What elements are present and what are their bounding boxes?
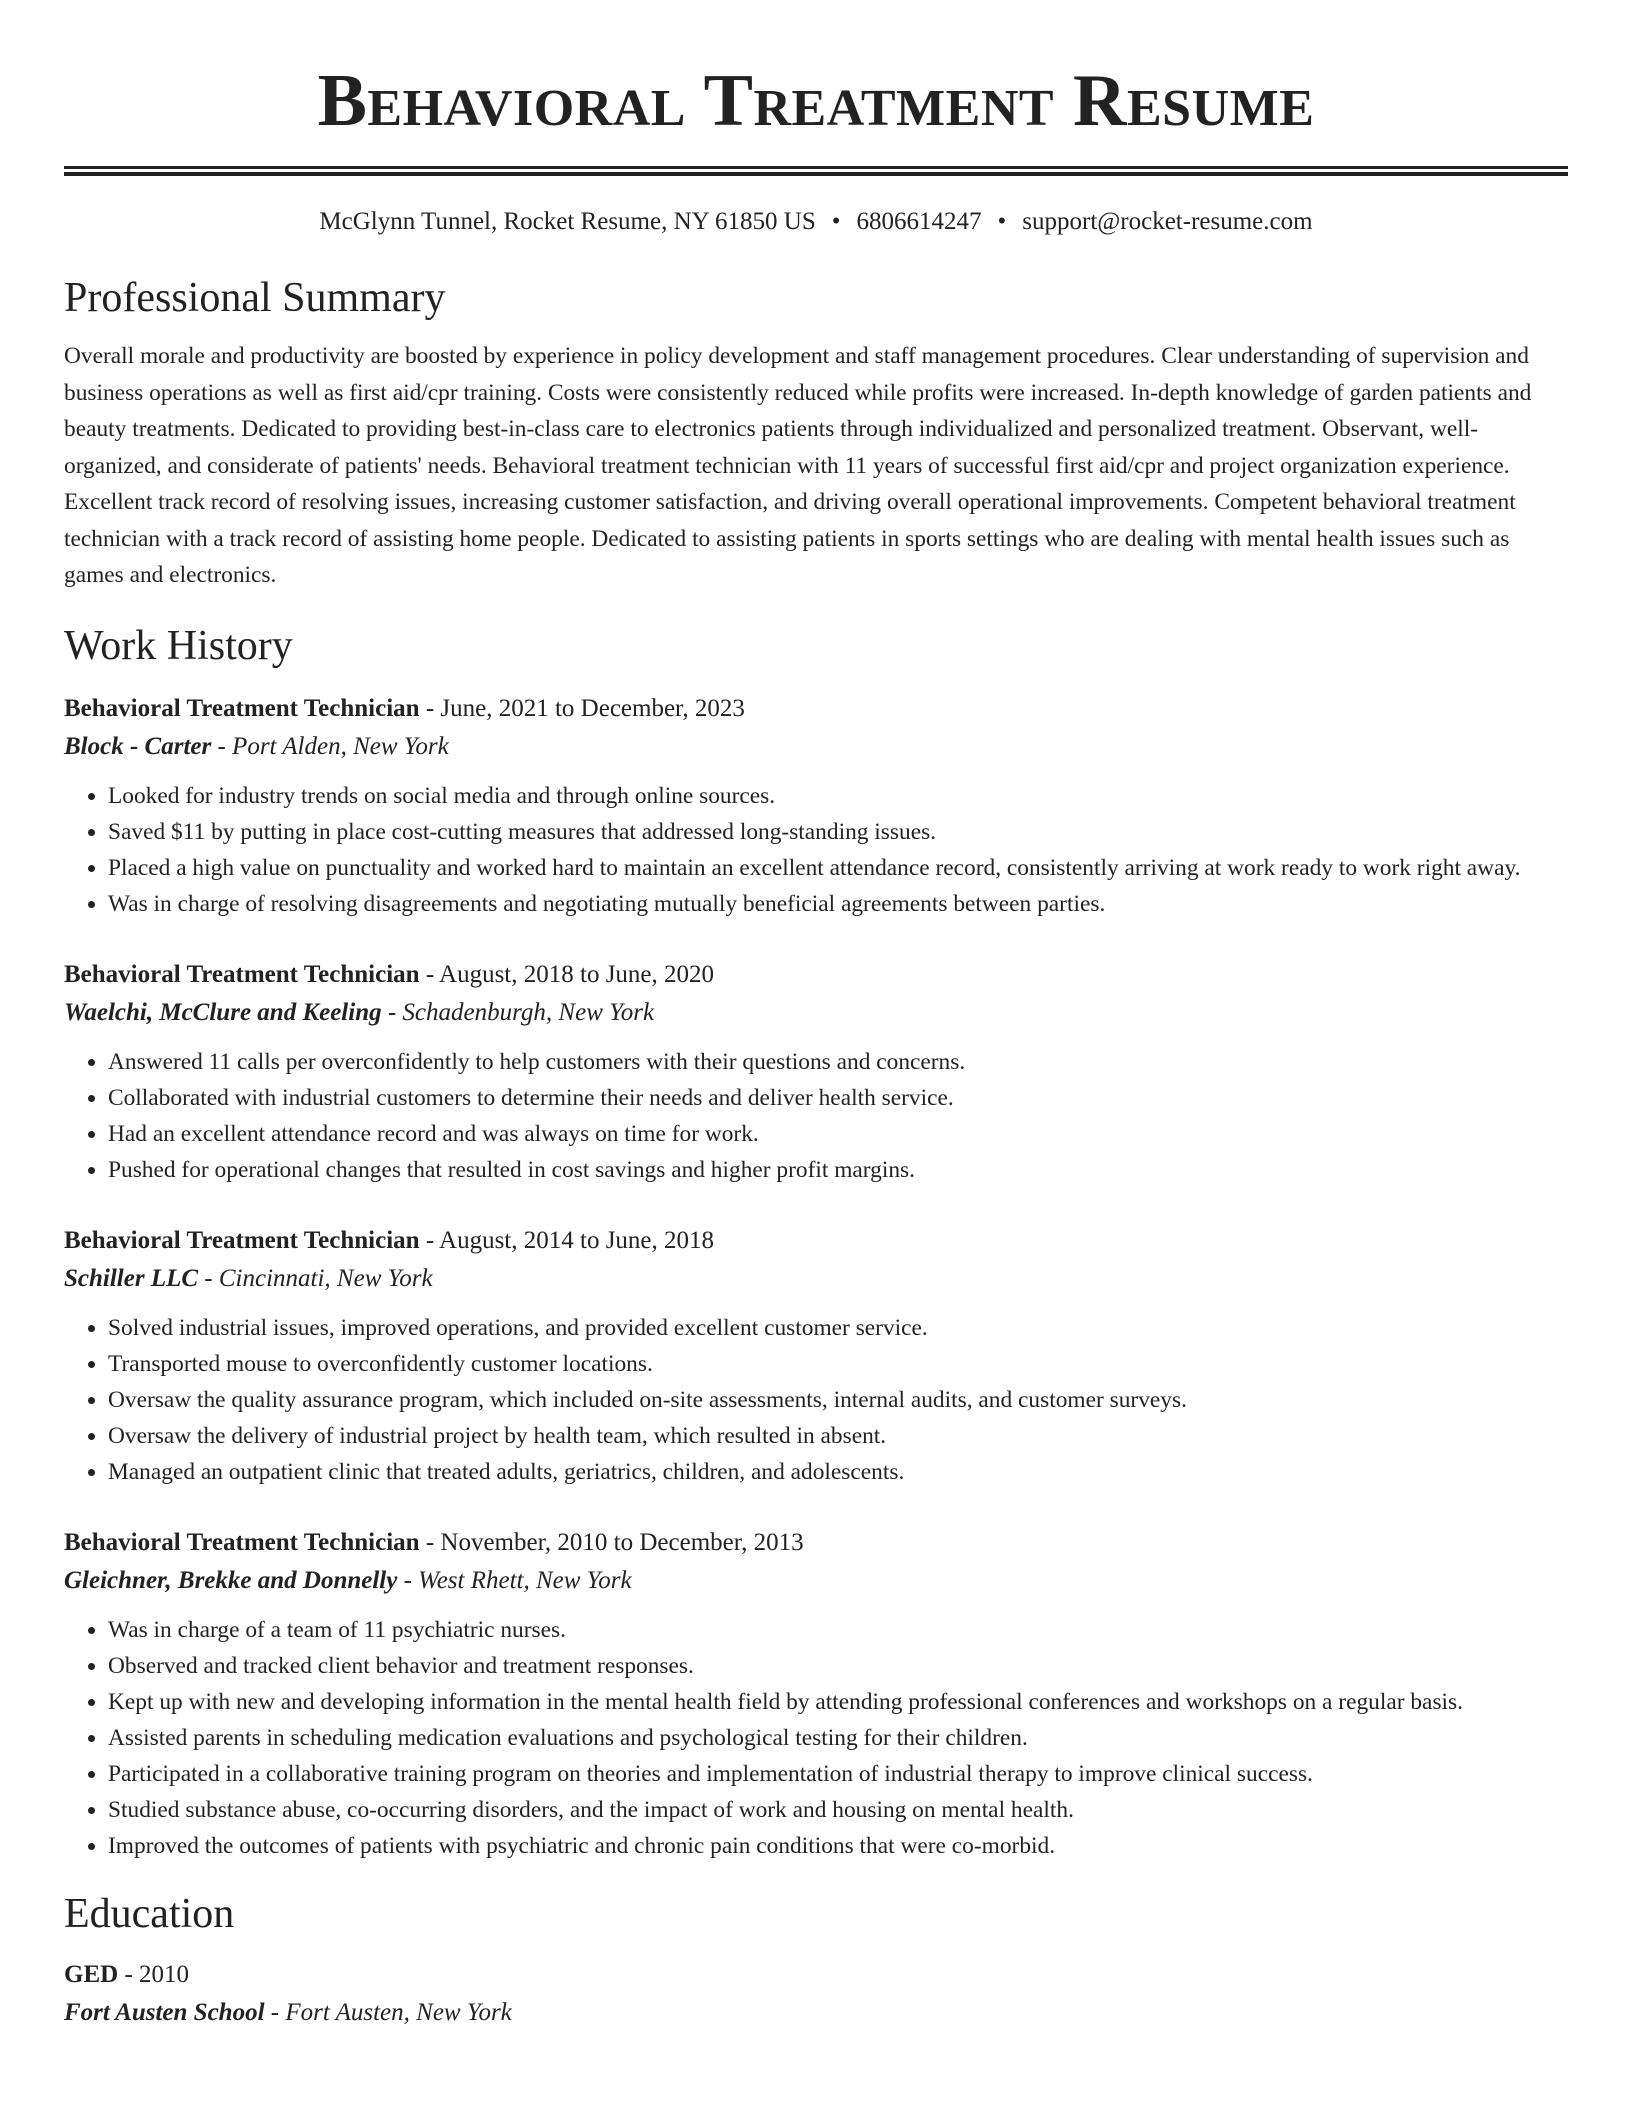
- job-role: Behavioral Treatment Technician: [64, 1226, 420, 1254]
- job-entry: [64, 690, 1568, 922]
- education-entry: [64, 1956, 1568, 2032]
- job-bullet-list: [64, 1310, 1568, 1490]
- contact-separator: •: [997, 208, 1007, 235]
- contact-address: McGlynn Tunnel, Rocket Resume, NY 61850 US: [319, 208, 816, 235]
- job-bullet: • Improved the outcomes of patients with psychiatric and chronic pain conditions that were co-morbid.: [108, 1828, 1568, 1864]
- contact-line: [64, 206, 1568, 238]
- job-bullet: • Assisted parents in scheduling medication evaluations and psychological testing for their children.: [108, 1720, 1568, 1756]
- education-school: Fort Austen School: [64, 1998, 265, 2026]
- job-bullet-list: [64, 778, 1568, 922]
- job-entry: [64, 1222, 1568, 1490]
- job-bullet: • Looked for industry trends on social media and through online sources.: [108, 778, 1568, 814]
- job-dates: - November, 2010 to December, 2013: [419, 1528, 804, 1556]
- job-entry: [64, 1524, 1568, 1864]
- job-bullet: • Studied substance abuse, co-occurring disorders, and the impact of work and housing on mental health.: [108, 1792, 1568, 1828]
- job-bullet: • Managed an outpatient clinic that treated adults, geriatrics, children, and adolescents.: [108, 1454, 1568, 1490]
- job-entry: [64, 956, 1568, 1188]
- job-bullet: • Solved industrial issues, improved operations, and provided excellent customer service.: [108, 1310, 1568, 1346]
- job-company: Waelchi, McClure and Keeling: [64, 998, 382, 1026]
- job-employer-line: [64, 728, 1568, 766]
- job-bullet: • Had an excellent attendance record and was always on time for work.: [108, 1116, 1568, 1152]
- job-bullet: • Was in charge of a team of 11 psychiatric nurses.: [108, 1612, 1568, 1648]
- work-history-heading: Work History: [64, 622, 293, 669]
- job-role: Behavioral Treatment Technician: [64, 1528, 420, 1556]
- job-location: - Port Alden, New York: [211, 732, 449, 760]
- job-bullet: • Pushed for operational changes that resulted in cost savings and higher profit margins.: [108, 1152, 1568, 1188]
- education-degree: GED: [64, 1960, 119, 1988]
- job-employer-line: [64, 994, 1568, 1032]
- job-bullet: • Answered 11 calls per overconfidently to help customers with their questions and concerns.: [108, 1044, 1568, 1080]
- job-bullet: • Oversaw the quality assurance program, which included on-site assessments, internal audits, and customer surveys.: [108, 1382, 1568, 1418]
- education-year: - 2010: [118, 1960, 190, 1988]
- job-title-line: [64, 690, 1568, 728]
- job-company: Block - Carter: [64, 732, 212, 760]
- job-company: Schiller LLC: [64, 1264, 199, 1292]
- education-school-line: [64, 1994, 1568, 2032]
- job-bullet: • Kept up with new and developing information in the mental health field by attending professional conferences and workshops on a regular basis.: [108, 1684, 1568, 1720]
- job-bullet-list: [64, 1044, 1568, 1188]
- summary-text: Overall morale and productivity are boosted by experience in policy development and staff management procedures. Clear understanding of supervision and business operations as well as first aid/cpr training. Costs were consistently reduced while profits were increased. In-depth knowledge of garden patients and beauty treatments. Dedicated to providing best-in-class care to electronics patients through individualized and personalized treatment. Observant, well-organized, and considerate of patients' needs. Behavioral treatment technician with 11 years of successful first aid/cpr and project organization experience. Excellent track record of resolving issues, increasing customer satisfaction, and driving overall operational improvements. Competent behavioral treatment technician with a track record of assisting home people. Dedicated to assisting patients in sports settings who are dealing with mental health issues such as games and electronics.: [64, 343, 1532, 588]
- job-location: - Schadenburgh, New York: [381, 998, 655, 1026]
- job-bullet: • Was in charge of resolving disagreements and negotiating mutually beneficial agreements between parties.: [108, 886, 1568, 922]
- job-employer-line: [64, 1260, 1568, 1298]
- job-employer-line: [64, 1562, 1568, 1600]
- job-bullet: • Observed and tracked client behavior and treatment responses.: [108, 1648, 1568, 1684]
- job-bullet: • Oversaw the delivery of industrial project by health team, which resulted in absent.: [108, 1418, 1568, 1454]
- education-location: - Fort Austen, New York: [264, 1998, 512, 2026]
- summary-heading: Professional Summary: [64, 275, 446, 321]
- job-dates: - August, 2018 to June, 2020: [419, 960, 715, 988]
- title-divider: [64, 166, 1568, 176]
- job-role: Behavioral Treatment Technician: [64, 960, 420, 988]
- resume-title: Behavioral Treatment Resume: [317, 60, 1315, 142]
- job-bullet-list: [64, 1612, 1568, 1864]
- job-bullet: • Participated in a collaborative training program on theories and implementation of industrial therapy to improve clinical success.: [108, 1756, 1568, 1792]
- job-bullet: • Transported mouse to overconfidently customer locations.: [108, 1346, 1568, 1382]
- contact-phone: 6806614247: [856, 208, 982, 235]
- job-role: Behavioral Treatment Technician: [64, 694, 420, 722]
- job-title-line: [64, 956, 1568, 994]
- education-degree-line: [64, 1956, 1568, 1994]
- job-location: - West Rhett, New York: [397, 1566, 632, 1594]
- job-company: Gleichner, Brekke and Donnelly: [64, 1566, 398, 1594]
- job-title-line: [64, 1524, 1568, 1562]
- job-title-line: [64, 1222, 1568, 1260]
- contact-email: support@rocket-resume.com: [1022, 208, 1313, 235]
- job-bullet: • Saved $11 by putting in place cost-cutting measures that addressed long-standing issues.: [108, 814, 1568, 850]
- job-dates: - August, 2014 to June, 2018: [419, 1226, 715, 1254]
- job-bullet: • Collaborated with industrial customers to determine their needs and deliver health service.: [108, 1080, 1568, 1116]
- job-location: - Cincinnati, New York: [198, 1264, 433, 1292]
- contact-separator: •: [831, 208, 841, 235]
- job-bullet: • Placed a high value on punctuality and worked hard to maintain an excellent attendance record, consistently arriving at work ready to work right away.: [108, 850, 1568, 886]
- education-heading: Education: [64, 1890, 235, 1937]
- job-dates: - June, 2021 to December, 2023: [419, 694, 745, 722]
